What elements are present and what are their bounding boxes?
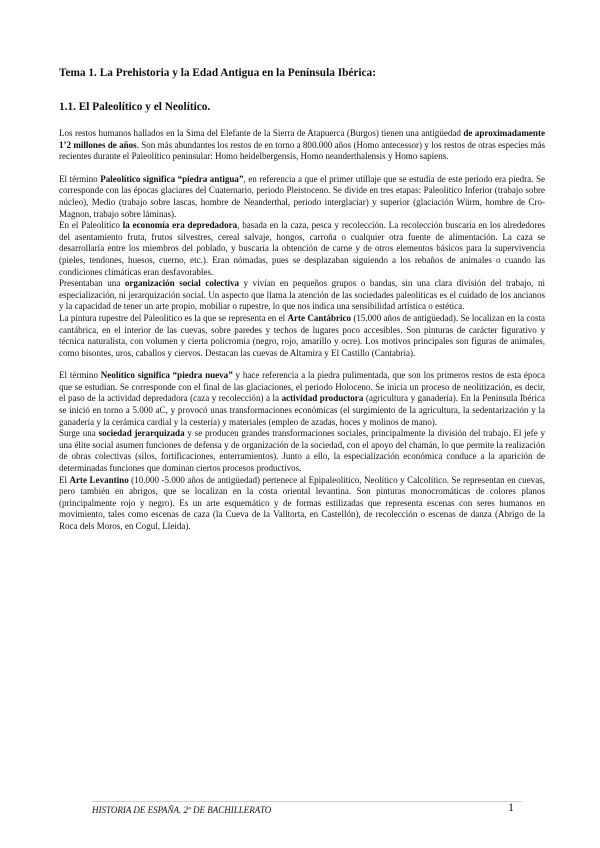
section-heading: 1.1. El Paleolítico y el Neolítico. xyxy=(59,101,211,113)
paragraph-paleolitico-society: Presentaban una organización social colectiva y vivían en pequeños grupos o bandas, sin una clara división del trabajo, ni especialización, ni jerarquización social. Un aspecto que llama la atención de las sociedades paleolíticas es el cuidado de los ancianos y la capacidad de tener un arte propio, mobiliar o rupestre, lo que nos indica una sensibilidad artística o estética. xyxy=(59,278,546,312)
page-footer: HISTORIA DE ESPAÑA. 2º DE BACHILLERATO xyxy=(92,801,522,816)
paragraph-paleolitico-economy: En el Paleolítico la economía era depredadora, basada en la caza, pesca y recolección. La recolección buscaría en los alrededores del asentamiento fruta, frutos silvestres, cereal salvaje, hongos, carroña o cualquier otra fuente de alimentación. La caza se desarrollaría entre los miembros del poblado, y buscaría la obtención de carne y de otros elementos básicos para la supervivencia (pieles, tendones, huesos, cuerno, etc.). Eran nómadas, pues se desplazaban siguiendo a los rebaños de animales o cuando las condiciones climáticas eran desfavorables. xyxy=(59,220,545,277)
paragraph-neolitico-definition: El término Neolítico significa “piedra nueva” y hace referencia a la piedra pulimentada, que son los primeros restos de esta época que se estudian. Se corresponde con el final de las glaciaciones, el periodo Holoceno. Se inicia un proceso de neolitización, es decir, el paso de la actividad depredadora (caza y recolección) a la actividad productora (agricultura y ganadería). En la Península Ibérica se inició en torno a 5.000 aC, y provocó unas transformaciones económicas (el surgimiento de la agricultura, la sedentarización y la ganadería y la cerámica cardial y la cestería) y materiales (empleo de azadas, hoces y molinos de mano). xyxy=(59,370,546,427)
page-title: Tema 1. La Prehistoria y la Edad Antigua en la Península Ibérica: xyxy=(59,67,376,79)
paragraph-arte-cantabrico: La pintura rupestre del Paleolítico es la que se representa en el Arte Cantábrico (15.000 años de antigüedad). Se localizan en la costa cantábrica, en el interior de las cuevas, sobre paredes y techos de lugares poco accesibles. Son pinturas de carácter figurativo y técnica naturalista, con volumen y cierta policromía (negro, rojo, amarillo y ocre). Los motivos principales son figuras de animales, como bisontes, uros, caballos y ciervos. Destacan las cuevas de Altamira y El Castillo (Cantabria). xyxy=(59,312,546,358)
paragraph-arte-levantino: El Arte Levantino (10.000 -5.000 años de antigüedad) pertenece al Epipaleolítico, Neolítico y Calcolítico. Se representan en cuevas, pero también en abrigos, que se localizan en la costa oriental levantina. Son pinturas monocromáticas de colores planos (principalmente rojo y negro). Es un arte esquemático y de formas estilizadas que representa escenas con seres humanos en movimiento, tales como escenas de caza (la Cueva de la Valltorta, en Castellón), de recolección o escenas de danza (Abrigo de la Roca dels Moros, en Cogul, Lleida). xyxy=(59,474,545,531)
paragraph-neolitico-society: Surge una sociedad jerarquizada y se producen grandes transformaciones sociales, principalmente la división del trabajo. El jefe y una élite social asumen funciones de defensa y de organización de la sociedad, con el apoyo del chamán, lo que permite la realización de obras colectivas (silos, fortificaciones, enterramientos). Junto a ello, la especialización económica conduce a la aparición de determinadas funciones que dominan ciertos procesos productivos. xyxy=(59,428,546,474)
paragraph-atapuerca: Los restos humanos hallados en la Sima del Elefante de la Sierra de Atapuerca (Burgos) tienen una antigüedad de aproximadamente 1’2 millones de años. Son más abundantes los restos de en torno a 800.000 años (Homo antecessor) y los restos de otras especies más recientes durante el Paleolítico peninsular: Homo heidelbergensis, Homo neanderthalensis y Homo sapiens. xyxy=(59,128,545,162)
page-number: 1 xyxy=(508,800,514,814)
paragraph-paleolitico-definition: El término Paleolítico significa “piedra antigua”, en referencia a que el primer utillaje que se estudia de este periodo era piedra. Se corresponde con las épocas glaciares del Cuaternario, periodo Pleistoceno. Se divide en tres etapas: Paleolítico Inferior (trabajo sobre núcleo), Medio (trabajo sobre lascas, hombre de Neanderthal, periodo interglaciar) y superior (glaciación Würm, hombre de Cro-Magnon, trabajo sobre láminas). xyxy=(59,173,546,219)
document-body xyxy=(59,66,545,533)
